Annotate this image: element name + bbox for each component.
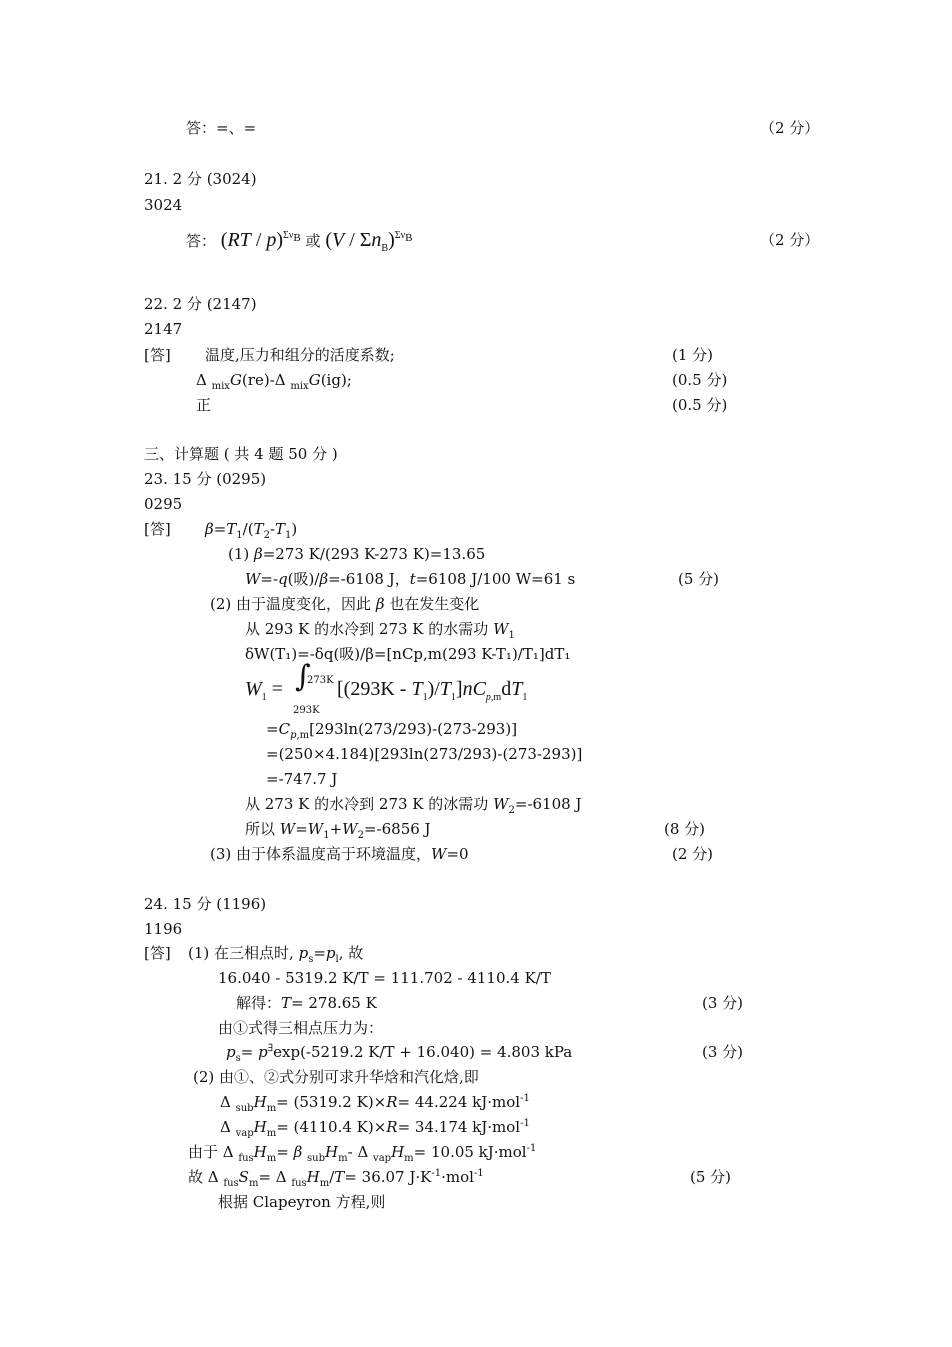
q23-heading: 23. 15 分 (0295) [144, 470, 267, 488]
q23-line3: (2) 由于温度变化，因此 β 也在发生变化 [210, 595, 480, 613]
q24-heading: 24. 15 分 (1196) [144, 895, 267, 913]
q23-line1: (1) β=273 K/(293 K-273 K)=13.65 [228, 545, 486, 563]
q21-formula-2: $(V / \Sigma n_B)^{\Sigma\nu_B}$ [325, 229, 413, 254]
q21-heading: 21. 2 分 (3024) [144, 170, 257, 188]
section3-title: 三、计算题 ( 共 4 题 50 分 ) [144, 445, 338, 463]
q24-line5: $p_s= p^\exists\exp(-5219.2$ K/T + 16.040) = 4.803 kPa [226, 1043, 573, 1064]
q23-line4: 从 293 K 的水冷到 273 K 的水需功 $W_1$ [245, 620, 515, 641]
q23-line8: =(250×4.184)[293ln(273/293)-(273-293)] [266, 745, 583, 763]
q22-score3: (0.5 分) [672, 396, 728, 414]
q22-heading: 22. 2 分 (2147) [144, 295, 257, 313]
q23-line5: δW(T₁)=-δq(吸)/β=[nCp,m(293 K-T₁)/T₁]dT₁ [245, 645, 571, 663]
q24-score2: (3 分) [702, 1043, 744, 1061]
q24-line8: Δ $_{vap}H_m= (4110.4$ K)×R= 34.174 kJ·mol$^{-1}$ [220, 1118, 530, 1139]
q24-line10: 故 Δ $_{fus}S_m= \Delta$ $_{fus}H_m/T= 36.07$ $J\cdot K^{-1}\cdot mol^{-1}$ [188, 1168, 484, 1189]
q23-line12: (3) 由于体系温度高于环境温度，W=0 [210, 845, 469, 863]
q23-line10: 从 273 K 的水冷到 273 K 的冰需功 $W_2=-6108$ J [245, 795, 582, 816]
q22-line2: Δ $_{mix}$G(re)-Δ $_{mix}$G(ig); [196, 371, 352, 392]
q23-integral-formula: $W_1$ = ∫ 273K 293K $[(293K - T_1)/T_1]nC_{p,m}dT_1$ [245, 659, 528, 716]
q21-answer: 答： (RT / p)$^{\Sigma\nu_B}$ 或 $(V / \Sigma n_B)^{\Sigma\nu_B}$ [186, 229, 413, 254]
q24-line9: 由于 Δ $_{fus}H_m= \beta$ $_{sub}H_m-$ Δ $_{vap}H_m= 10.05$ kJ·mol$^{-1}$ [188, 1143, 537, 1164]
q22-score2: (0.5 分) [672, 371, 728, 389]
q24-line11: 根据 Clapeyron 方程,则 [218, 1193, 386, 1211]
integral-sign-icon: ∫ [295, 659, 311, 694]
q21-formula-1: (RT / p)$^{\Sigma\nu_B}$ [220, 229, 301, 251]
q24-score1: (3 分) [702, 994, 744, 1012]
q24-line3: 解得：T= 278.65 K [236, 994, 377, 1012]
q20-answer: 答：=、= [186, 119, 257, 137]
q24-tag: [答] [144, 944, 171, 962]
q22-code: 2147 [144, 320, 183, 338]
q22-line1: 温度,压力和组分的活度系数; [205, 346, 395, 364]
q24-line4: 由①式得三相点压力为： [218, 1019, 384, 1037]
q23-line9: =-747.7 J [266, 770, 338, 788]
q23-line2: W=-q(吸)/β=-6108 J，t=6108 J/100 W=61 s [245, 570, 576, 588]
q24-score3: (5 分) [690, 1168, 732, 1186]
q22-tag: [答] [144, 346, 171, 364]
q24-line1: (1) 在三相点时, $p_s=p_l$, 故 [188, 944, 364, 965]
q23-tag: [答] [144, 520, 171, 538]
q21-code: 3024 [144, 196, 183, 214]
q23-score1: (5 分) [678, 570, 720, 588]
q23-formula-beta: $\beta=T_1/(T_2-T_1)$ [205, 520, 298, 541]
q24-line7: Δ $_{sub}H_m= (5319.2$ K)×R= 44.224 kJ·mol$^{-1}$ [220, 1093, 530, 1114]
q23-score3: (2 分) [672, 845, 714, 863]
q23-code: 0295 [144, 495, 183, 513]
q21-score: （2 分） [760, 231, 820, 249]
q24-code: 1196 [144, 920, 183, 938]
q22-line3: 正 [196, 396, 212, 414]
q24-line6: (2) 由①、②式分别可求升华焓和汽化焓,即 [193, 1068, 479, 1086]
q22-score1: (1 分) [672, 346, 714, 364]
q24-line2: 16.040 - 5319.2 K/T = 111.702 - 4110.4 K/T [218, 969, 551, 987]
q23-score2: (8 分) [664, 820, 706, 838]
q23-line11: 所以 $W=W_1+W_2=-6856$ J [245, 820, 431, 841]
q23-line7: $=C_{p,m}[293\ln(273/293)-(273-293)]$ [266, 720, 518, 741]
q20-score: （2 分） [760, 119, 820, 137]
